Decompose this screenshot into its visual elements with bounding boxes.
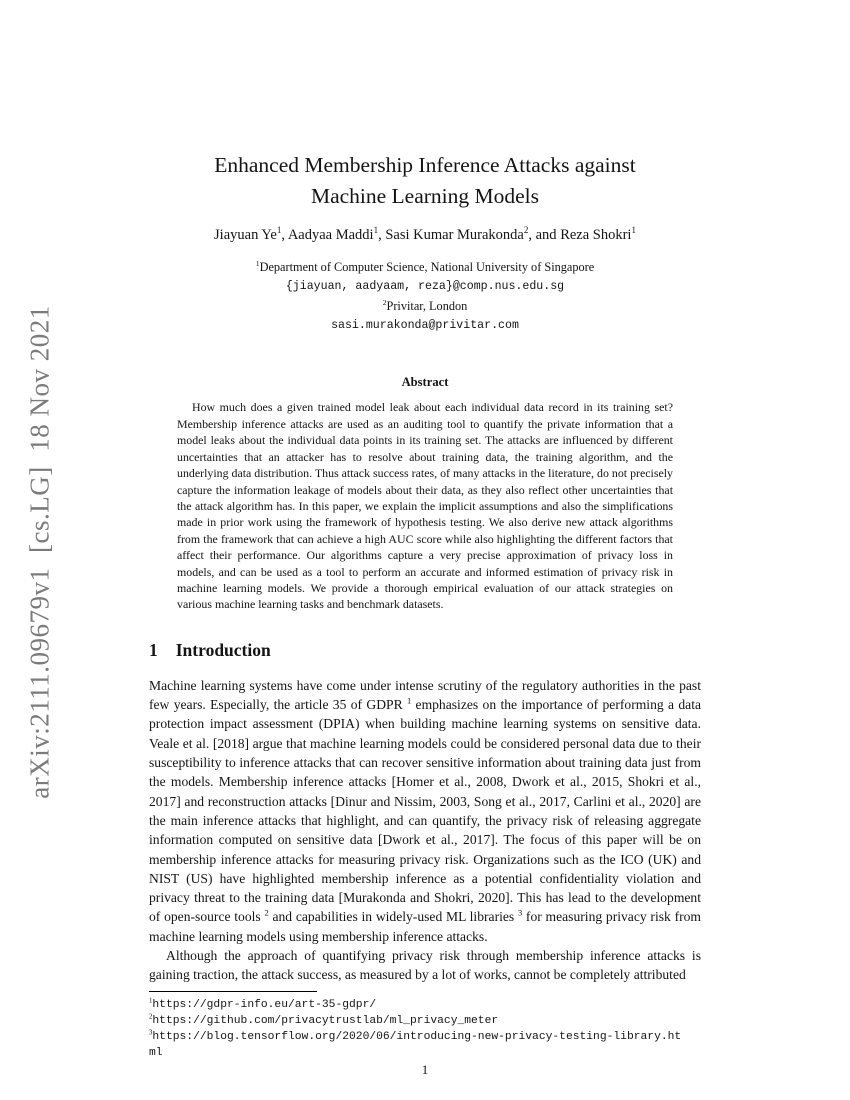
author-affiliation-mark: 1: [631, 225, 636, 236]
footnote-rule: [149, 991, 317, 992]
footnote-ref-1[interactable]: 1: [406, 695, 412, 706]
footnote-url[interactable]: https://gdpr-info.eu/art-35-gdpr/: [152, 998, 377, 1011]
footnote-marker: 3: [149, 1029, 153, 1037]
email-line: sasi.murakonda@privitar.com: [331, 318, 519, 332]
footnote-1: [149, 997, 683, 1013]
author-affiliation-mark: 2: [523, 225, 529, 236]
affiliation-text: Department of Computer Science, National University of Singapore: [259, 260, 595, 275]
affiliation-line: [149, 258, 701, 278]
footnote-ref-3[interactable]: 3: [517, 907, 523, 918]
intro-paragraph-1: [149, 676, 701, 946]
affiliations-block: [149, 258, 701, 335]
affiliation-mark: 1: [255, 258, 260, 268]
paragraph-text: for measuring privacy risk from machine learning models using membership inference attacks.: [149, 909, 702, 944]
intro-paragraph-2: Although the approach of quantifying privacy risk through membership inference attacks is gaining traction, the attack success, as measured by a lot of works, cannot be completely attributed: [149, 948, 701, 983]
section-heading-introduction: [149, 640, 701, 661]
abstract-text: How much does a given trained model leak about each individual data record in its training set? Membership inference attacks are used as an auditing tool to quantify the private information that a model leaks about the individual data points in its training set. The attacks are influenced by different uncertainties that an attacker has to resolve about training data, the training algorithm, and the underlying data distribution. Thus attack success rates, of many attacks in the literature, do not precisely capture the information leakage of models about their data, as they also reflect other uncertainties that the attack algorithm has. In this paper, we explain the implicit assumptions and also the simplifications made in prior work using the framework of hypothesis testing. We also derive new attack algorithms from the framework that can achieve a high AUC score while also highlighting the different factors that affect their performance. Our algorithms capture a very precise approximation of privacy loss in models, and can be used as a tool to perform an accurate and informed estimation of privacy risk in machine learning models. We provide a thorough empirical evaluation of our attack strategies on various machine learning tasks and benchmark datasets.: [177, 400, 673, 612]
title-line-1: Enhanced Membership Inference Attacks against: [214, 153, 636, 177]
footnote-3: [149, 1029, 683, 1061]
author-name: Jiayuan Ye: [214, 227, 277, 244]
paragraph-text: and capabilities in widely-used ML libraries: [268, 909, 518, 925]
footnote-url[interactable]: https://github.com/privacytrustlab/ml_privacy_meter: [152, 1014, 499, 1027]
author-name: Reza Shokri: [560, 227, 632, 244]
author-separator: , and: [528, 227, 561, 244]
affiliation-line: [149, 297, 701, 317]
author-name: Sasi Kumar Murakonda: [385, 227, 524, 244]
paper-title: [149, 150, 701, 211]
author-affiliation-mark: 1: [276, 225, 282, 236]
paragraph-text: Machine learning systems have come under intense scrutiny of the regulatory authorities in the past few years. Especially, the article 35 of GDPR: [149, 677, 701, 713]
authors-line: [149, 227, 701, 244]
author-name: Aadyaa Maddi: [287, 227, 374, 244]
author-separator: ,: [378, 227, 386, 244]
footnote-2: [149, 1013, 683, 1029]
abstract-heading: Abstract: [401, 375, 449, 390]
affiliation-text: Privitar, London: [386, 298, 468, 313]
page-number: 1: [421, 1062, 429, 1077]
section-title: Introduction: [175, 639, 271, 660]
section-number: 1: [149, 639, 158, 660]
arxiv-watermark: arXiv:2111.09679v1 [cs.LG] 18 Nov 2021: [24, 305, 55, 799]
paper-content: [149, 0, 701, 1061]
footnote-marker: 2: [149, 1013, 153, 1021]
footnotes-block: [149, 991, 683, 1062]
abstract-block: [177, 375, 673, 612]
author-separator: ,: [281, 227, 288, 244]
footnote-ref-2[interactable]: 2: [264, 907, 269, 918]
footnote-url[interactable]: https://blog.tensorflow.org/2020/06/introducing-new-privacy-testing-library.html: [149, 1030, 682, 1060]
author-affiliation-mark: 1: [373, 225, 379, 236]
footnote-marker: 1: [149, 996, 153, 1004]
paragraph-text: emphasizes on the importance of performing a data protection impact assessment (DPIA) when building machine learning systems on sensitive data. Veale et al. [2018] argue that machine learning models could be considered personal data due to their susceptibility to inference attacks that can recover sensitive information about training data just from the models. Membership inference attacks [Homer et al., 2008, Dwork et al., 2015, Shokri et al., 2017] and reconstruction attacks [Dinur and Nissim, 2003, Song et al., 2017, Carlini et al., 2020] are the main inference attacks that highlight, and can quantify, the privacy risk of releasing aggregate information computed on sensitive data [Dwork et al., 2017]. The focus of this paper will be on membership inference attacks for measuring privacy risk. Organizations such as the ICO (UK) and NIST (US) have highlighted membership inference as a potential confidentiality violation and privacy threat to the training data [Murakonda and Shokri, 2020]. This has lead to the development of open-source tools: [149, 697, 701, 925]
title-line-2: Machine Learning Models: [310, 183, 540, 208]
affiliation-mark: 2: [382, 297, 387, 307]
email-line: {jiayuan, aadyaam, reza}@comp.nus.edu.sg: [285, 279, 565, 293]
